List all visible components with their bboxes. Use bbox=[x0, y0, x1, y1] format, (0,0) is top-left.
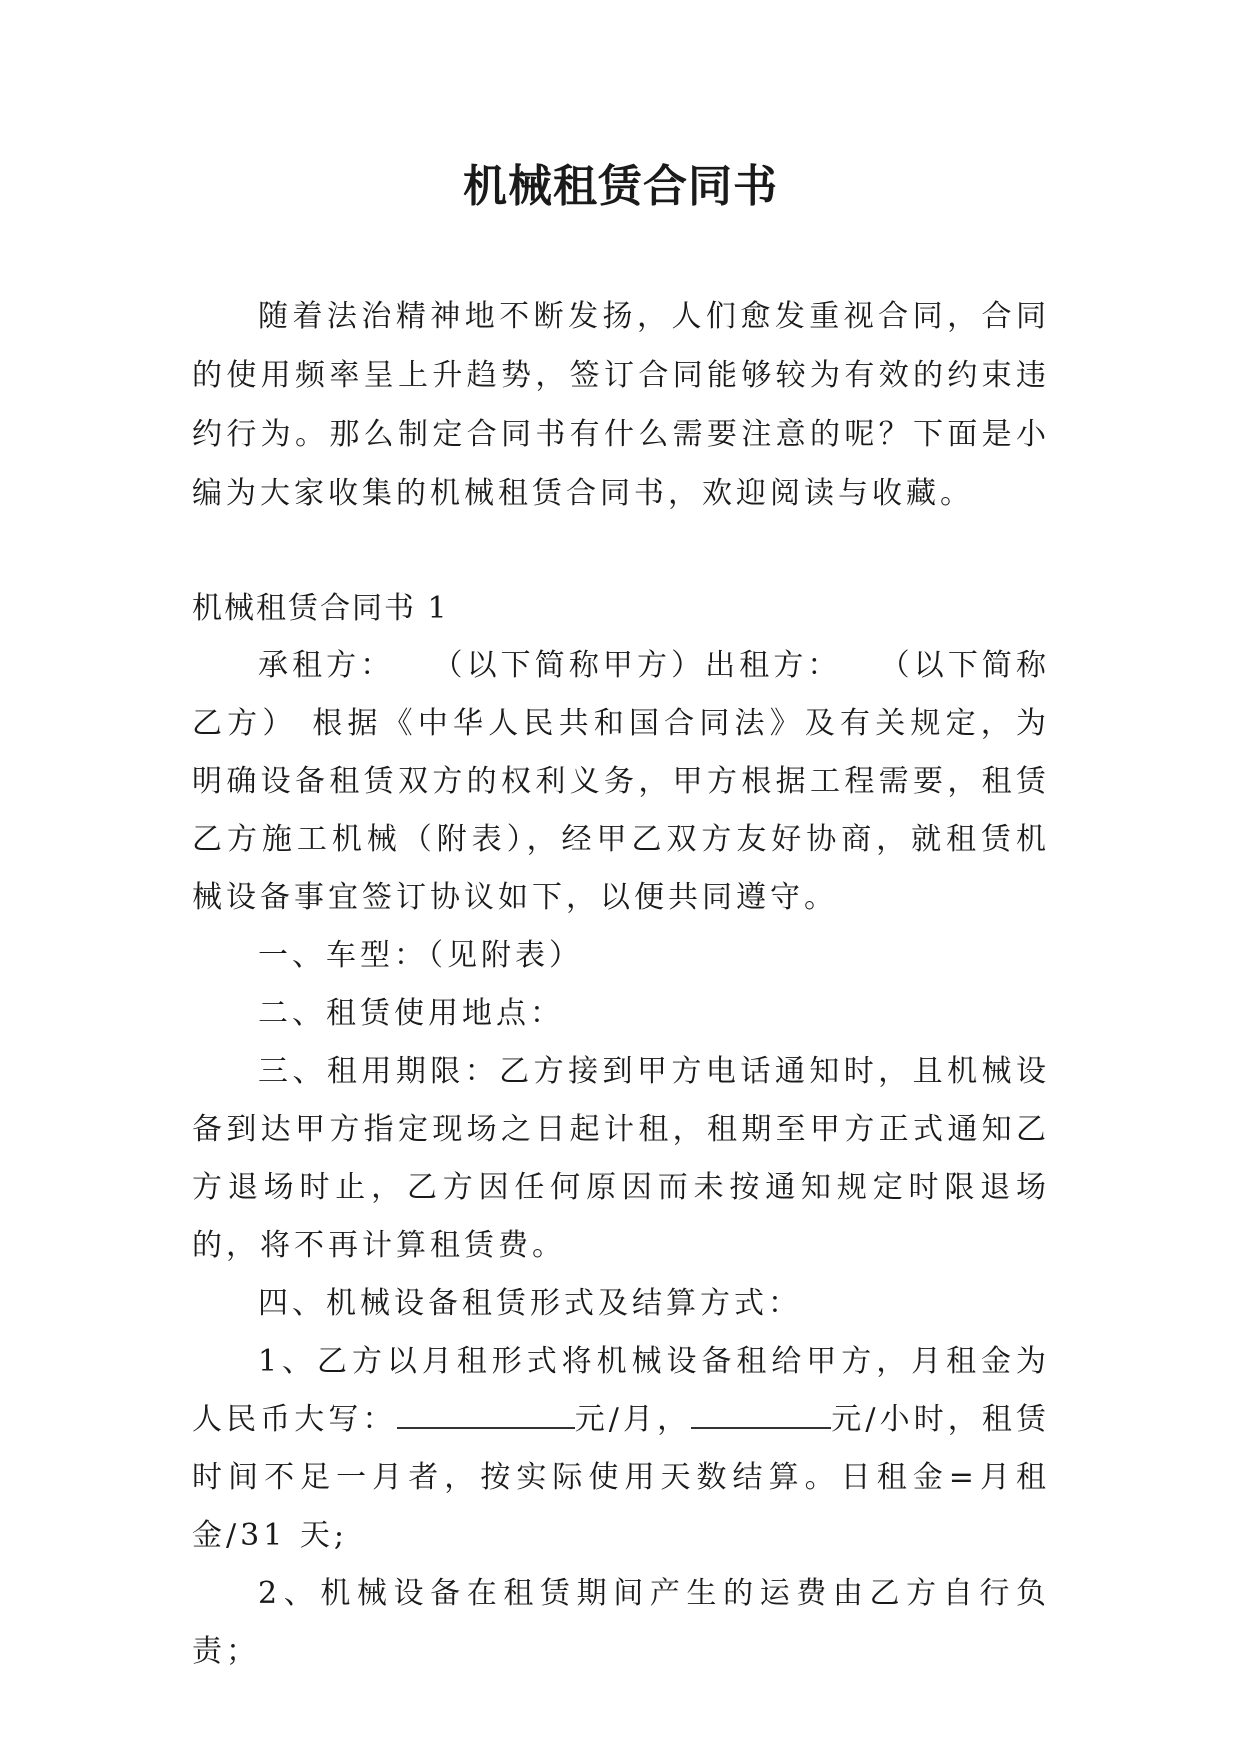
clause-term: 三、租用期限：乙方接到甲方电话通知时，且机械设备到达甲方指定现场之日起计租，租期至甲方正式通知乙方退场时止，乙方因任何原因而未按通知规定时限退场的，将不再计算租赁费。 bbox=[192, 1054, 1050, 1263]
contract-body bbox=[192, 637, 1050, 1681]
clause-vehicle-type: 一、车型：（见附表） bbox=[258, 938, 583, 973]
clause-monthly-rent bbox=[192, 1333, 1050, 1565]
hourly-rent-blank bbox=[691, 1397, 831, 1429]
intro-paragraph: 随着法治精神地不断发扬，人们愈发重视合同，合同的使用频率呈上升趋势，签订合同能够较为有效的约束违约行为。那么制定合同书有什么需要注意的呢？下面是小编为大家收集的机械租赁合同书，欢迎阅读与收藏。 bbox=[192, 299, 1050, 511]
monthly-rent-text-2: 元/月， bbox=[574, 1402, 692, 1437]
monthly-rent-blank bbox=[397, 1397, 575, 1429]
clause-settlement: 四、机械设备租赁形式及结算方式： bbox=[258, 1286, 802, 1321]
document-title: 机械租赁合同书 bbox=[463, 161, 778, 212]
section-heading: 机械租赁合同书 1 bbox=[192, 591, 449, 626]
parties-paragraph: 承租方： （以下简称甲方）出租方： （以下简称乙方） 根据《中华人民共和国合同法》及有关规定，为明确设备租赁双方的权利义务，甲方根据工程需要，租赁乙方施工机械（附表），经甲乙双方友好协商，就租赁机械设备事宜签订协议如下，以便共同遵守。 bbox=[192, 648, 1050, 915]
clause-location: 二、租赁使用地点： bbox=[258, 996, 564, 1031]
monthly-rent-text-1: 1、乙方以月租形式将机械设备租给甲方，月租金为人民币大写： bbox=[192, 1344, 1050, 1437]
clause-freight: 2、机械设备在租赁期间产生的运费由乙方自行负责； bbox=[192, 1576, 1050, 1669]
monthly-rent-text-3: 元/小时，租赁时间不足一月者，按实际使用天数结算。日租金=月租金/31 天; bbox=[192, 1402, 1051, 1553]
